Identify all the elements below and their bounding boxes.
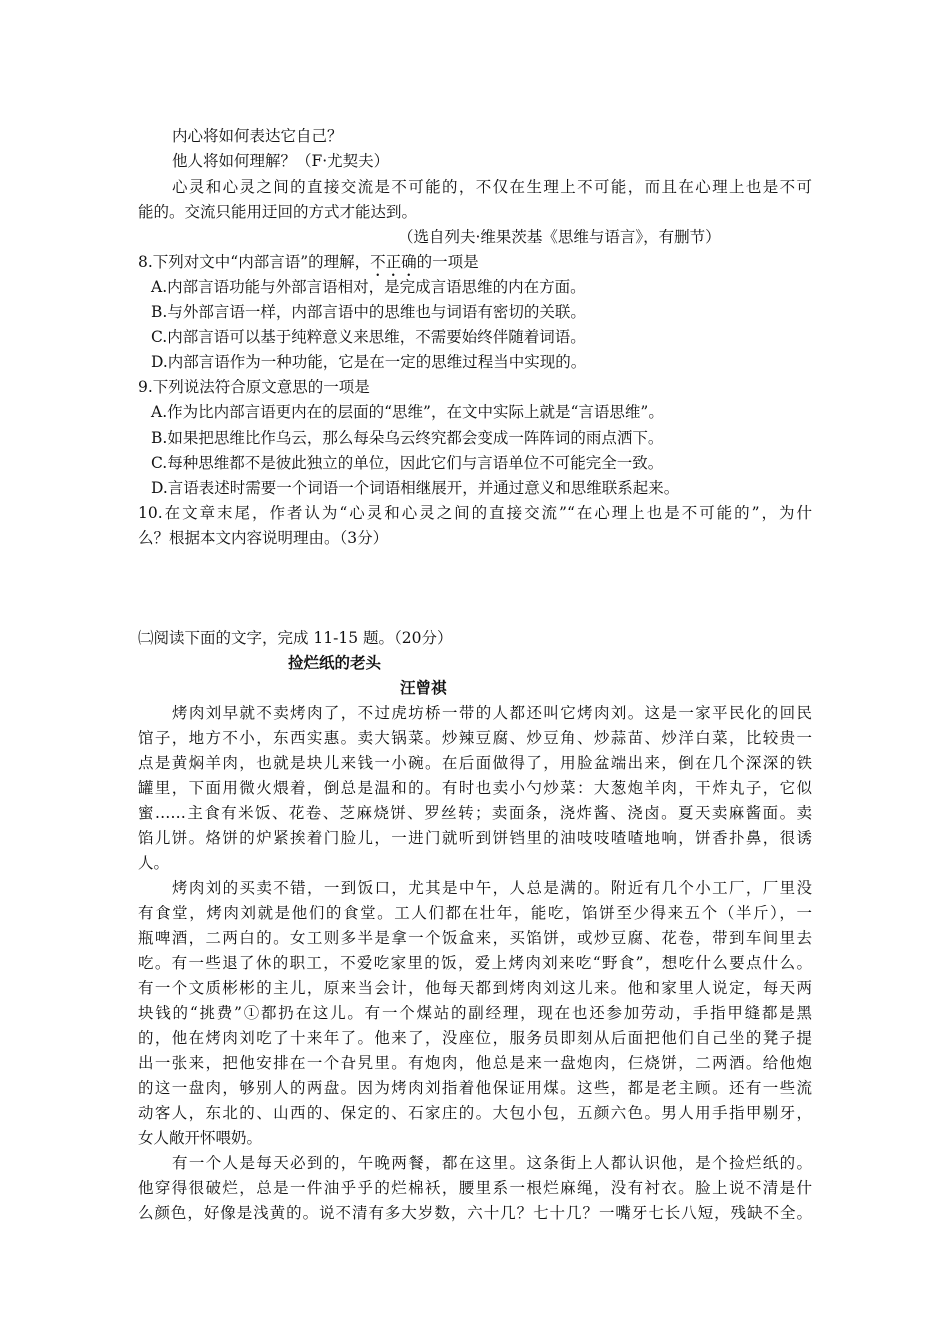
question-10-line-2: 么？根据本文内容说明理由。（3分） [138, 529, 389, 547]
passage-line: 蜜……主食有米饭、花卷、芝麻烧饼、罗丝转；卖面条，浇炸酱、浇卤。夏天卖麻酱面。卖 [138, 804, 812, 822]
section-instruction: ㈡阅读下面的文字，完成 11-15 题。（20分） [138, 629, 453, 647]
question-9-option-a: A.作为比内部言语更内在的层面的“思维”，在文中实际上就是“言语思维”。 [151, 403, 664, 421]
question-9-option-c: C.每种思维都不是彼此独立的单位，因此它们与言语单位不可能完全一致。 [151, 454, 664, 472]
question-8-option-b: B.与外部言语一样，内部言语中的思维也与词语有密切的关联。 [151, 303, 586, 321]
question-8-stem [138, 252, 479, 280]
passage-line: 馆子，地方不小，东西实惠。卖大锅菜。炒辣豆腐、炒豆角、炒蒜苗、炒洋白菜，比较贵一 [138, 729, 812, 747]
question-8-option-d: D.内部言语作为一种功能，它是在一定的思维过程当中实现的。 [151, 353, 587, 371]
passage-line: 块钱的“挑费”①都扔在这儿。有一个煤站的副经理，现在也还参加劳动，手指甲缝都是黑 [138, 1004, 812, 1022]
passage-author: 汪曾祺 [400, 678, 447, 697]
question-9-option-b: B.如果把思维比作乌云，那么每朵乌云终究都会变成一阵阵词的雨点洒下。 [151, 429, 664, 447]
passage-line: 有一个人是每天必到的，午晚两餐，都在这里。这条街上人都认识他，是个捡烂纸的。 [172, 1154, 812, 1172]
passage-line: 烤肉刘的买卖不错，一到饭口，尤其是中午，人总是满的。附近有几个小工厂，厂里没 [172, 879, 812, 897]
question-9-stem: 9.下列说法符合原文意思的一项是 [138, 378, 370, 396]
intro-line-1: 内心将如何表达它自己？ [172, 127, 343, 145]
passage-line: 有食堂，烤肉刘就是他们的食堂。工人们都在壮年，能吃，馅饼至少得来五个（半斤），一 [138, 904, 812, 922]
passage-line: 点是黄焖羊肉，也就是块儿来钱一小碗。在后面做得了，用脸盆端出来，倒在几个深深的铁 [138, 754, 812, 772]
question-8-stem-pre: 8.下列对文中“内部言语”的理解， [138, 253, 371, 271]
passage-line: 女人敞开怀喂奶。 [138, 1129, 263, 1147]
question-10-line-1: 10.在文章末尾，作者认为“心灵和心灵之间的直接交流”“在心理上也是不可能的”，为什 [138, 504, 812, 522]
passage-line: 他穿得很破烂，总是一件油乎乎的烂棉袄，腰里系一根烂麻绳，没有衬衣。脸上说不清是什 [138, 1179, 812, 1197]
passage-line: 的这一盘肉，够别人的两盘。因为烤肉刘指着他保证用煤。这些，都是老主顾。还有一些流 [138, 1079, 812, 1097]
intro-paragraph-line-1: 心灵和心灵之间的直接交流是不可能的，不仅在生理上不可能，而且在心理上也是不可 [172, 178, 812, 196]
question-8-option-c: C.内部言语可以基于纯粹意义来思维，不需要始终伴随着词语。 [151, 328, 586, 346]
question-8-option-a: A.内部言语功能与外部言语相对，是完成言语思维的内在方面。 [151, 278, 586, 296]
passage-title: 捡烂纸的老头 [288, 653, 382, 672]
intro-paragraph-line-2: 能的。交流只能用迂回的方式才能达到。 [138, 203, 418, 221]
passage-line: 馅儿饼。烙饼的炉紧挨着门脸儿，一进门就听到饼铛里的油吱吱喳喳地响，饼香扑鼻，很诱 [138, 829, 812, 847]
passage-line: 有一个文质彬彬的主儿，原来当会计，他每天都到烤肉刘这儿来。他和家里人说定，每天两 [138, 979, 812, 997]
question-8-stem-post: 的一项是 [416, 253, 479, 271]
passage-line: 烤肉刘早就不卖烤肉了，不过虎坊桥一带的人都还叫它烤肉刘。这是一家平民化的回民 [172, 704, 812, 722]
passage-line: 罐里，下面用微火煨着，倒总是温和的。有时也卖小勺炒菜：大葱炮羊肉，干炸丸子，它似 [138, 779, 812, 797]
passage-line: 动客人，东北的、山西的、保定的、石家庄的。大包小包，五颜六色。男人用手指甲剔牙， [138, 1104, 812, 1122]
passage-line: 人。 [138, 854, 170, 872]
passage-line: 么颜色，好像是浅黄的。说不清有多大岁数，六十几？七十几？一嘴牙七长八短，残缺不全。 [138, 1204, 812, 1222]
passage-line: 吃。有一些退了休的职工，不爱吃家里的饭，爱上烤肉刘来吃“野食”，想吃什么要点什么。 [138, 954, 812, 972]
question-8-emphasis: 不正确 [370, 253, 417, 271]
passage-line: 出一张来，把他安排在一个旮旯里。有炮肉，他总是来一盘炮肉，仨烧饼，二两酒。给他炮 [138, 1054, 812, 1072]
passage-line: 的，他在烤肉刘吃了十来年了。他来了，没座位，服务员即刻从后面把他们自己坐的凳子提 [138, 1029, 812, 1047]
passage-line: 瓶啤酒，二两白的。女工则多半是拿一个饭盒来，买馅饼，或炒豆腐、花卷，带到车间里去 [138, 929, 812, 947]
question-9-option-d: D.言语表述时需要一个词语一个词语相继展开，并通过意义和思维联系起来。 [151, 479, 680, 497]
intro-line-2: 他人将如何理解？（F·尤契夫） [172, 152, 390, 170]
source-citation: （选自列夫·维果茨基《思维与语言》，有删节） [398, 228, 721, 246]
